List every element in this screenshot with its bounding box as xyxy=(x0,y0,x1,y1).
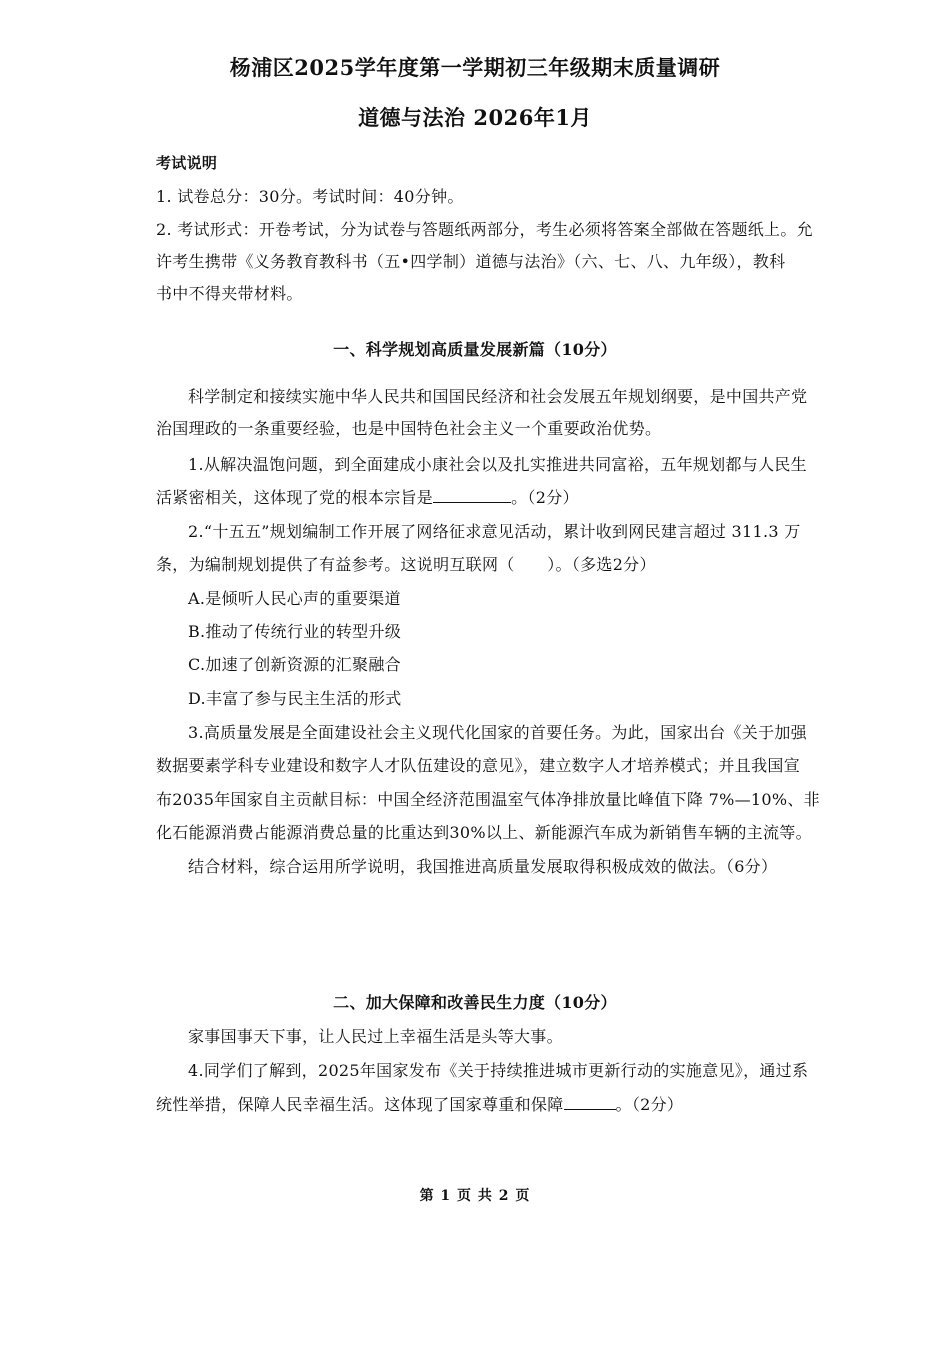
section-1-intro-line-2: 治国理政的一条重要经验，也是中国特色社会主义一个重要政治优势。 xyxy=(156,419,662,438)
instructions-item-2-line-3: 书中不得夹带材料。 xyxy=(156,284,303,303)
question-1-score: 。（2分） xyxy=(511,488,579,507)
instructions-item-2-line-1: 2. 考试形式：开卷考试，分为试卷与答题纸两部分，考生必须将答案全部做在答题纸上。允 xyxy=(156,220,813,239)
page-number: 第 1 页 共 2 页 xyxy=(419,1188,531,1204)
question-2-option-b: B.推动了传统行业的转型升级 xyxy=(188,622,402,641)
question-1-line-2 xyxy=(156,485,796,508)
answer-blank-1 xyxy=(433,488,511,503)
question-2-option-d: D.丰富了参与民主生活的形式 xyxy=(188,689,402,708)
question-3-line-3: 布2035年国家自主贡献目标：中国全经济范围温室气体净排放量比峰值下降 7%—10%、非 xyxy=(156,790,820,809)
instructions-item-1: 1. 试卷总分：30分。考试时间：40分钟。 xyxy=(156,187,464,206)
question-4-line-1: 4.同学们了解到，2025年国家发布《关于持续推进城市更新行动的实施意见》，通过系 xyxy=(188,1061,809,1080)
question-4-line-2 xyxy=(156,1092,796,1115)
exam-subtitle: 道德与法治 2026年1月 xyxy=(358,105,592,130)
section-2-heading: 二、加大保障和改善民生力度（10分） xyxy=(333,993,617,1012)
question-1-text: 活紧密相关，这体现了党的根本宗旨是 xyxy=(156,488,434,507)
question-2-option-c: C.加速了创新资源的汇聚融合 xyxy=(188,655,401,674)
question-3-line-1: 3.高质量发展是全面建设社会主义现代化国家的首要任务。为此，国家出台《关于加强 xyxy=(188,723,807,742)
question-1-line-1: 1.从解决温饱问题，到全面建成小康社会以及扎实推进共同富裕，五年规划都与人民生 xyxy=(188,455,807,474)
question-3-line-2: 数据要素学科专业建设和数字人才队伍建设的意见》，建立数字人才培养模式；并且我国宣 xyxy=(156,756,801,775)
instructions-heading: 考试说明 xyxy=(156,154,218,172)
instructions-item-2-line-2: 许考生携带《义务教育教科书（五•四学制）道德与法治》（六、七、八、九年级），教科 xyxy=(156,252,786,271)
question-2-line-2: 条，为编制规划提供了有益参考。这说明互联网（ ）。（多选2分） xyxy=(156,555,656,574)
section-2-intro: 家事国事天下事，让人民过上幸福生活是头等大事。 xyxy=(188,1027,563,1046)
answer-blank-4 xyxy=(564,1095,616,1110)
section-1-intro-line-1: 科学制定和接续实施中华人民共和国国民经济和社会发展五年规划纲要，是中国共产党 xyxy=(188,387,808,406)
question-4-text: 统性举措，保障人民幸福生活。这体现了国家尊重和保障 xyxy=(156,1095,564,1114)
question-4-score: 。（2分） xyxy=(615,1095,684,1114)
question-3-line-5: 结合材料，综合运用所学说明，我国推进高质量发展取得积极成效的做法。（6分） xyxy=(188,857,778,876)
exam-title: 杨浦区2025学年度第一学期初三年级期末质量调研 xyxy=(229,55,721,80)
question-2-option-a: A.是倾听人民心声的重要渠道 xyxy=(188,589,401,608)
question-2-line-1: 2.“十五五”规划编制工作开展了网络征求意见活动，累计收到网民建言超过 311.3 万 xyxy=(188,522,801,541)
section-1-heading: 一、科学规划高质量发展新篇（10分） xyxy=(333,340,617,359)
question-3-line-4: 化石能源消费占能源消费总量的比重达到30%以上、新能源汽车成为新销售车辆的主流等。 xyxy=(156,823,812,842)
